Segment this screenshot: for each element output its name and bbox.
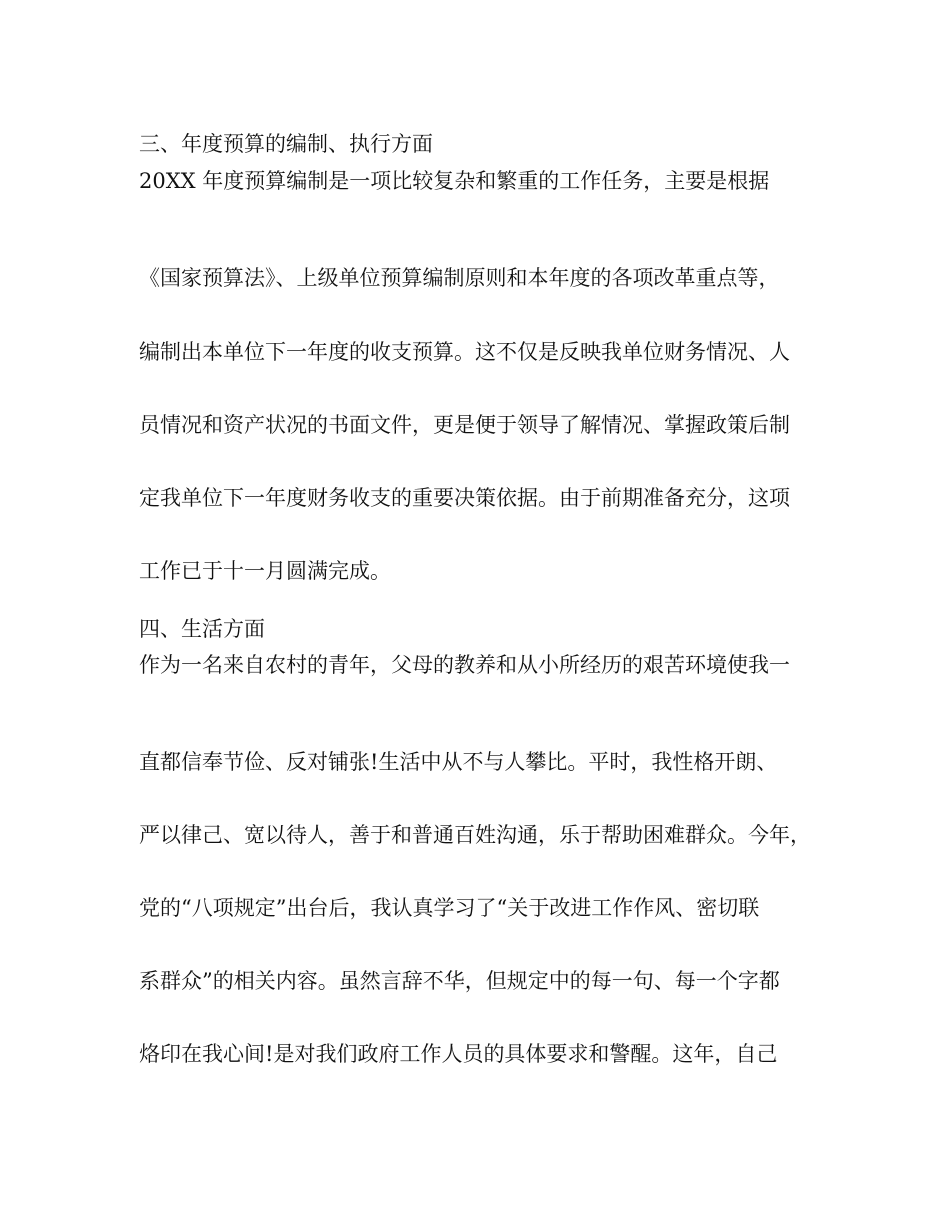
section4-line-5: 系群众”的相关内容。虽然言辞不华，但规定中的每一句、每一个字都 [139, 969, 780, 993]
section4-line-2: 直都信奉节俭、反对铺张!生活中从不与人攀比。平时，我性格开朗、 [139, 750, 778, 774]
section4-line-1: 作为一名来自农村的青年，父母的教养和从小所经历的艰苦环境使我一 [139, 653, 790, 677]
section4-line-3: 严以律己、宽以待人，善于和普通百姓沟通，乐于帮助困难群众。今年， [139, 823, 811, 847]
section3-heading: 三、年度预算的编制、执行方面 [139, 132, 433, 156]
section3-line-4: 员情况和资产状况的书面文件，更是便于领导了解情况、掌握政策后制 [139, 413, 790, 437]
section3-line-6: 工作已于十一月圆满完成。 [139, 559, 391, 583]
section3-line-3: 编制出本单位下一年度的收支预算。这不仅是反映我单位财务情况、人 [139, 340, 790, 364]
section3-line-1: 20XX 年度预算编制是一项比较复杂和繁重的工作任务，主要是根据 [139, 169, 770, 193]
section4-heading: 四、生活方面 [139, 617, 265, 641]
section4-line-6: 烙印在我心间!是对我们政府工作人员的具体要求和警醒。这年，自己 [139, 1042, 778, 1066]
section3-line-5: 定我单位下一年度财务收支的重要决策依据。由于前期准备充分，这项 [139, 486, 790, 510]
section3-line-2: 《国家预算法》、上级单位预算编制原则和本年度的各项改革重点等， [139, 266, 780, 290]
section4-line-4: 党的“八项规定”出台后，我认真学习了“关于改进工作作风、密切联 [139, 896, 760, 920]
